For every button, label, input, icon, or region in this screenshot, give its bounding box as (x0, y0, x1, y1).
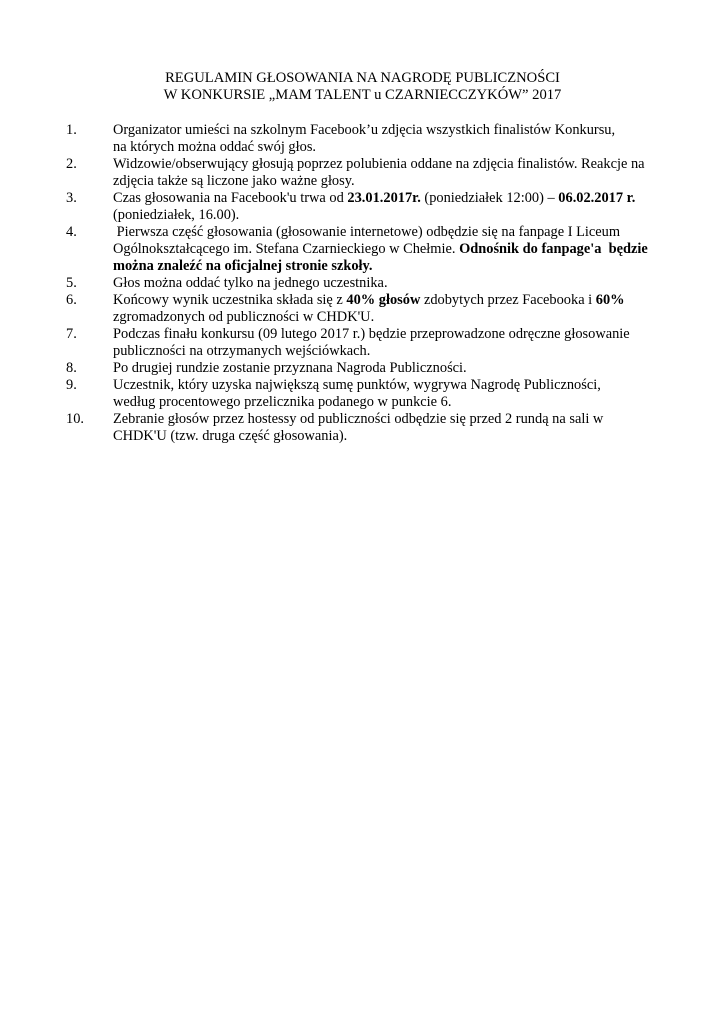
rule-number: 4. (66, 224, 77, 240)
title-line-2: W KONKURSIE „MAM TALENT u CZARNIECCZYKÓW” 2017 (163, 87, 562, 103)
document-title (0, 70, 725, 104)
rule-number: 8. (66, 360, 77, 376)
rule-item-8 (66, 360, 666, 377)
rule-text: Widzowie/obserwujący głosują poprzez polubienia oddane na zdjęcia finalistów. Reakcje na (113, 156, 645, 172)
rule-text: (poniedziałek, 16.00). (113, 207, 240, 223)
rule-text (113, 258, 666, 275)
fanpage-link-note-cont: można znaleźć na oficjalnej stronie szkoły. (113, 258, 373, 274)
rule-item-6 (66, 292, 666, 326)
rule-item-4 (66, 224, 666, 275)
rule-text: na których można oddać swój głos. (113, 139, 317, 155)
rule-item-10 (66, 411, 666, 445)
rule-number: 9. (66, 377, 77, 393)
rule-text: zdjęcia także są liczone jako ważne głosy. (113, 173, 355, 189)
rule-item-1 (66, 122, 666, 156)
rule-text-part: Czas głosowania na Facebook'u trwa od (113, 190, 348, 206)
rule-number: 10. (66, 411, 84, 427)
start-date: 23.01.2017r. (347, 190, 421, 206)
rule-text: według procentowego przelicznika podanego w punkcie 6. (113, 394, 452, 410)
rule-number: 2. (66, 156, 77, 172)
rule-number: 5. (66, 275, 77, 291)
rule-text (113, 190, 666, 207)
rule-item-2 (66, 156, 666, 190)
rule-item-7 (66, 326, 666, 360)
rule-item-3 (66, 190, 666, 224)
rule-number: 1. (66, 122, 77, 138)
rule-text: Organizator umieści na szkolnym Facebook’u zdjęcia wszystkich finalistów Konkursu, (113, 122, 616, 138)
rule-number: 3. (66, 190, 77, 206)
rule-item-9 (66, 377, 666, 411)
rule-item-5 (66, 275, 666, 292)
rule-text-part: (poniedziałek 12:00) – (420, 190, 559, 206)
rule-text: Pierwsza część głosowania (głosowanie internetowe) odbędzie się na fanpage I Liceum (113, 224, 621, 240)
rules-list (66, 122, 666, 445)
rule-text-part: Końcowy wynik uczestnika składa się z (113, 292, 347, 308)
rule-text: Głos można oddać tylko na jednego uczestnika. (113, 275, 388, 291)
rule-text (113, 241, 666, 258)
facebook-share: 40% głosów (346, 292, 421, 308)
audience-share: 60% (595, 292, 625, 308)
rule-text: Zebranie głosów przez hostessy od publiczności odbędzie się przed 2 rundą na sali w (113, 411, 604, 427)
rule-number: 7. (66, 326, 77, 342)
rule-text (113, 292, 666, 309)
title-line-1: REGULAMIN GŁOSOWANIA NA NAGRODĘ PUBLICZNOŚCI (165, 70, 560, 86)
rule-text: Podczas finału konkursu (09 lutego 2017 r.) będzie przeprowadzone odręczne głosowanie (113, 326, 630, 342)
end-date: 06.02.2017 r. (558, 190, 636, 206)
rule-text: zgromadzonych od publiczności w CHDK'U. (113, 309, 375, 325)
rule-text: Uczestnik, który uzyska największą sumę punktów, wygrywa Nagrodę Publiczności, (113, 377, 601, 393)
rule-text: Po drugiej rundzie zostanie przyznana Nagroda Publiczności. (113, 360, 467, 376)
fanpage-link-note: Odnośnik do fanpage'a będzie (459, 241, 648, 257)
rule-text-part: Ogólnokształcącego im. Stefana Czarnieckiego w Chełmie. (113, 241, 460, 257)
rule-text: publiczności na otrzymanych wejściówkach. (113, 343, 371, 359)
rule-text-part: zdobytych przez Facebooka i (420, 292, 596, 308)
rule-text: CHDK'U (tzw. druga część głosowania). (113, 428, 348, 444)
rule-number: 6. (66, 292, 77, 308)
